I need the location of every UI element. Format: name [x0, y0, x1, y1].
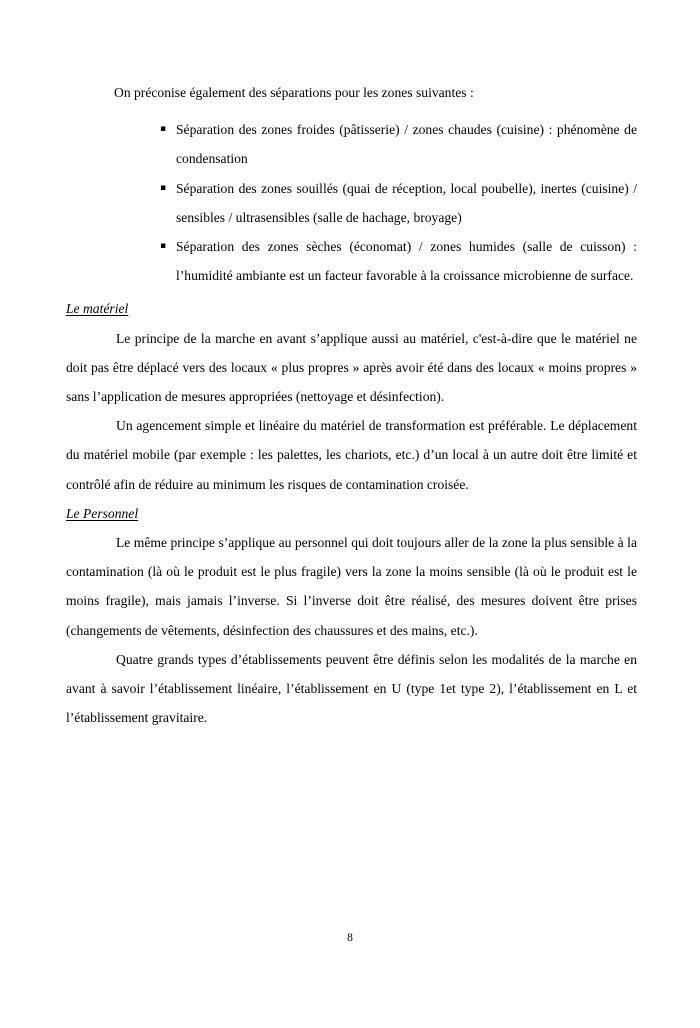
- separation-zones-list: [66, 115, 637, 290]
- list-item: [66, 232, 637, 290]
- square-bullet-icon: ▪: [160, 182, 167, 193]
- section-paragraph: Le même principe s’applique au personnel qui doit toujours aller de la zone la plus sensible à la contamination (là où le produit est le plus fragile) vers la zone la moins sensible (là où le produit est le moins fragile), mais jamais l’inverse. Si l’inverse doit être réalisé, des mesures doivent être prises (changements de vêtements, désinfection des chaussures et des mains, etc.).: [66, 535, 637, 638]
- intro-paragraph: On préconise également des séparations pour les zones suivantes :: [114, 85, 474, 100]
- square-bullet-icon: ▪: [160, 241, 167, 252]
- spacer: [66, 107, 637, 115]
- section-paragraph: Le principe de la marche en avant s’applique aussi au matériel, c'est-à-dire que le matériel ne doit pas être déplacé vers des locaux « plus propres » après avoir été dans des locaux « moins propres » sans l’application de mesures appropriées (nettoyage et désinfection).: [66, 330, 637, 405]
- section-heading-text: Le Personnel: [66, 505, 139, 521]
- section-paragraph: Quatre grands types d’établissements peuvent être définis selon les modalités de la marche en avant à savoir l’établissement linéaire, l’établissement en U (type 1et type 2), l’établissement en L et l’établissement gravitaire.: [66, 651, 637, 726]
- page-number: 8: [347, 932, 353, 944]
- document-body: [66, 78, 637, 732]
- list-item-text: Séparation des zones froides (pâtisserie) / zones chaudes (cuisine) : phénomène de condensation: [176, 122, 637, 167]
- section-heading-materiel: [66, 294, 637, 323]
- section-paragraph: Un agencement simple et linéaire du matériel de transformation est préférable. Le déplacement du matériel mobile (par exemple : les palettes, les chariots, etc.) d’un local à un autre doit être limité et contrôlé afin de réduire au minimum les risques de contamination croisée.: [66, 418, 637, 492]
- list-item: [66, 174, 637, 232]
- section-heading-personnel: [66, 499, 637, 528]
- list-item-text: Séparation des zones sèches (économat) / zones humides (salle de cuisson) : l’humidité ambiante est un facteur favorable à la croissance microbienne de surface.: [176, 239, 637, 284]
- list-item: [66, 115, 637, 173]
- section-heading-text: Le matériel: [66, 301, 129, 317]
- list-item-text: Séparation des zones souillés (quai de réception, local poubelle), inertes (cuisine) / sensibles / ultrasensibles (salle de hachage, broyage): [176, 180, 637, 225]
- square-bullet-icon: ▪: [160, 124, 167, 135]
